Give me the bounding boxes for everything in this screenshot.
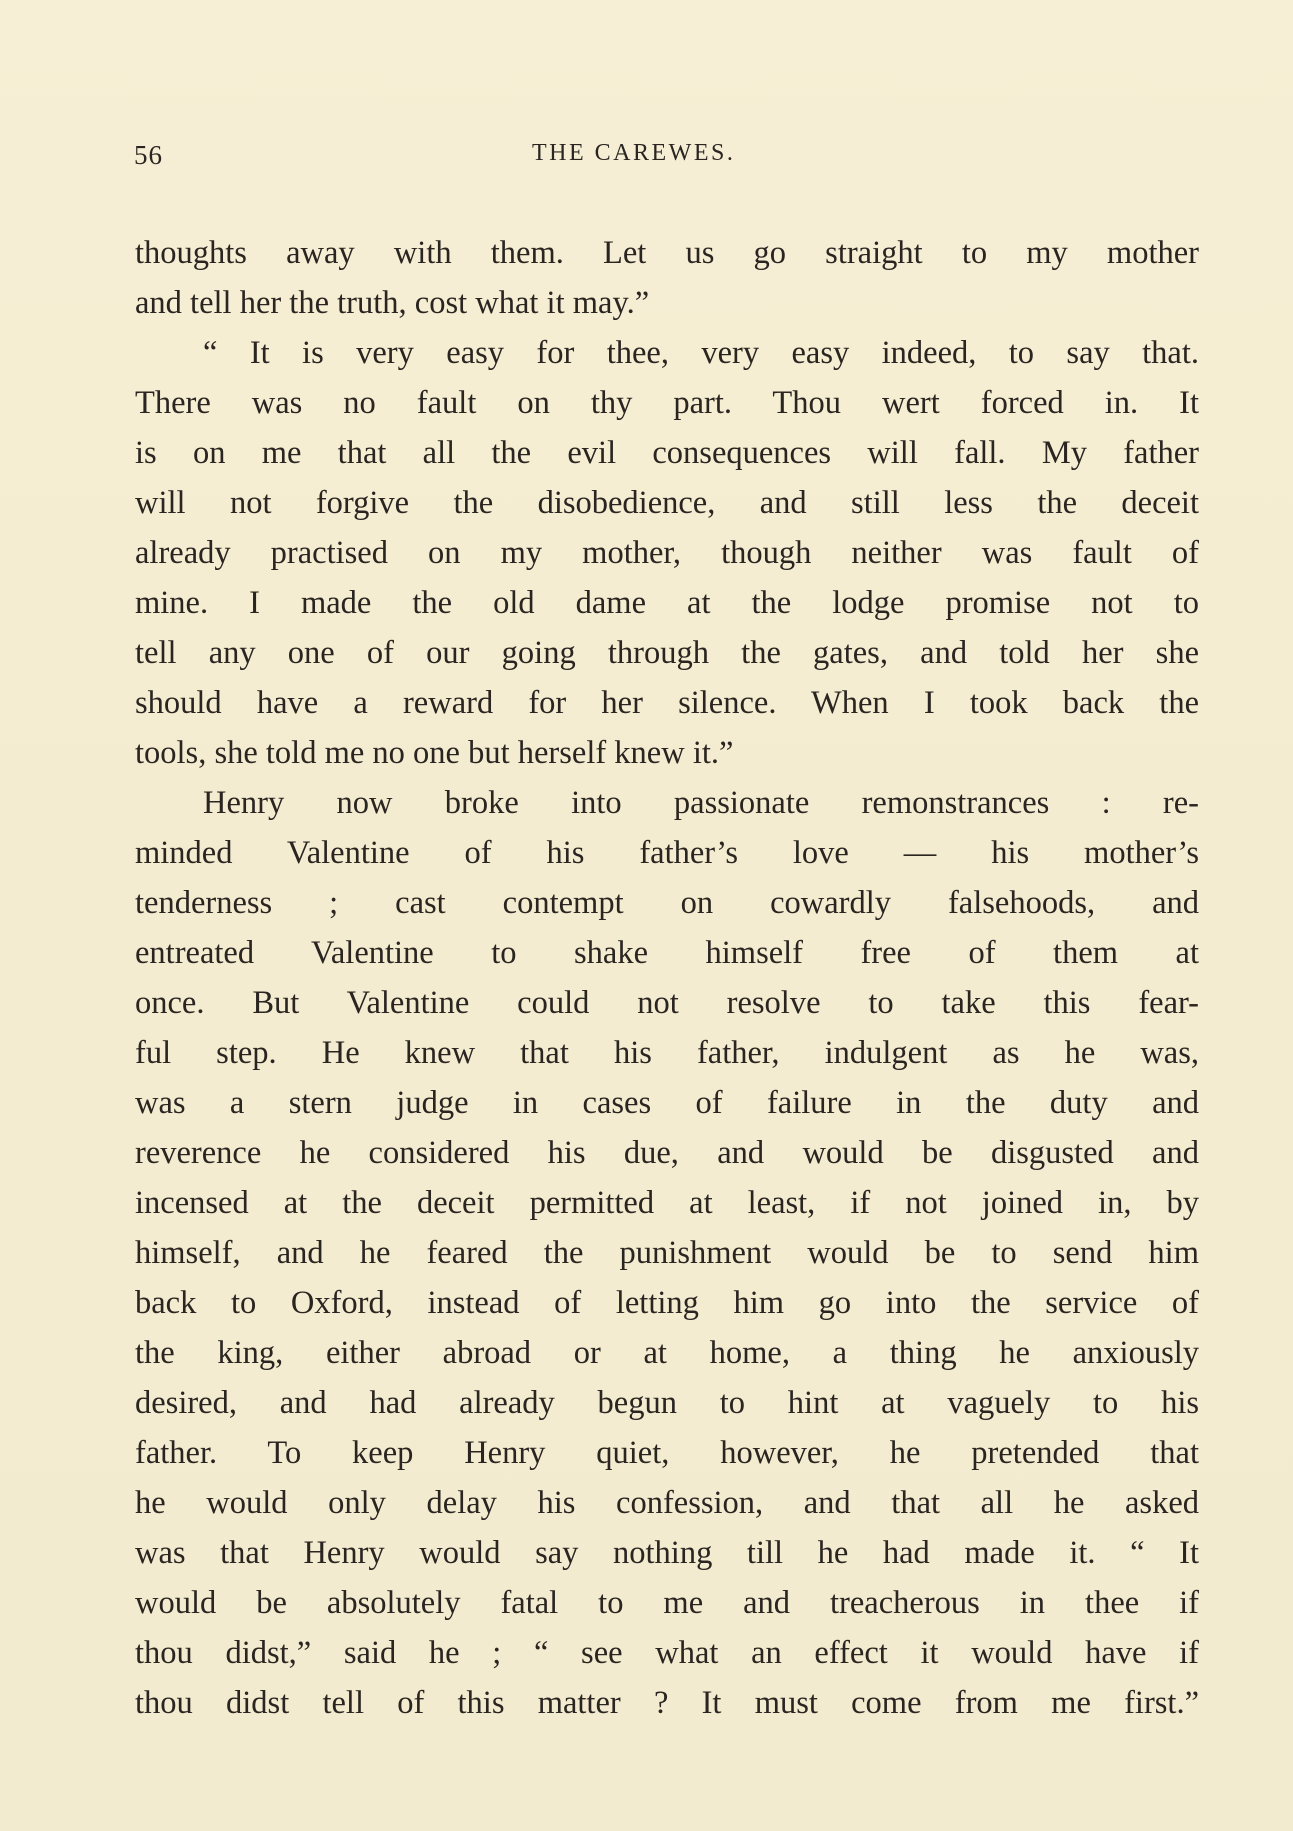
text-line: entreated Valentine to shake himself free of them at <box>135 935 1199 971</box>
text-line: Henry now broke into passionate remonstrances : re- <box>203 785 1199 821</box>
text-line: There was no fault on thy part. Thou wert forced in. It <box>135 385 1199 421</box>
text-line: he would only delay his confession, and that all he asked <box>135 1485 1199 1521</box>
text-line: thou didst,” said he ; “ see what an effect it would have if <box>135 1635 1199 1671</box>
text-line: already practised on my mother, though neither was fault of <box>135 535 1199 571</box>
page-number: 56 <box>134 140 163 170</box>
text-line: was that Henry would say nothing till he had made it. “ It <box>135 1535 1199 1571</box>
text-line: is on me that all the evil consequences will fall. My father <box>135 435 1199 471</box>
text-line: incensed at the deceit permitted at least, if not joined in, by <box>135 1185 1199 1221</box>
text-line: “ It is very easy for thee, very easy indeed, to say that. <box>203 335 1199 371</box>
text-line: tools, she told me no one but herself knew it.” <box>135 735 734 771</box>
text-line: tell any one of our going through the gates, and told her she <box>135 635 1199 671</box>
text-line: will not forgive the disobedience, and still less the deceit <box>135 485 1199 521</box>
text-line: should have a reward for her silence. When I took back the <box>135 685 1199 721</box>
text-line: back to Oxford, instead of letting him go into the service of <box>135 1285 1199 1321</box>
text-line: desired, and had already begun to hint at vaguely to his <box>135 1385 1199 1421</box>
text-line: thoughts away with them. Let us go straight to my mother <box>135 235 1199 271</box>
text-line: and tell her the truth, cost what it may.” <box>135 285 650 321</box>
text-line: ful step. He knew that his father, indulgent as he was, <box>135 1035 1199 1071</box>
text-line: father. To keep Henry quiet, however, he pretended that <box>135 1435 1199 1471</box>
text-line: thou didst tell of this matter ? It must come from me first.” <box>135 1685 1199 1721</box>
text-line: reverence he considered his due, and would be disgusted and <box>135 1135 1199 1171</box>
text-line: himself, and he feared the punishment would be to send him <box>135 1235 1199 1271</box>
text-line: mine. I made the old dame at the lodge promise not to <box>135 585 1199 621</box>
page-header <box>134 140 1194 180</box>
text-line: once. But Valentine could not resolve to take this fear- <box>135 985 1199 1021</box>
text-line: tenderness ; cast contempt on cowardly falsehoods, and <box>135 885 1199 921</box>
text-line: minded Valentine of his father’s love — his mother’s <box>135 835 1199 871</box>
text-line: would be absolutely fatal to me and treacherous in thee if <box>135 1585 1199 1621</box>
text-line: was a stern judge in cases of failure in the duty and <box>135 1085 1199 1121</box>
body-text <box>135 228 1199 1728</box>
running-head: THE CAREWES. <box>532 140 736 166</box>
text-line: the king, either abroad or at home, a thing he anxiously <box>135 1335 1199 1371</box>
